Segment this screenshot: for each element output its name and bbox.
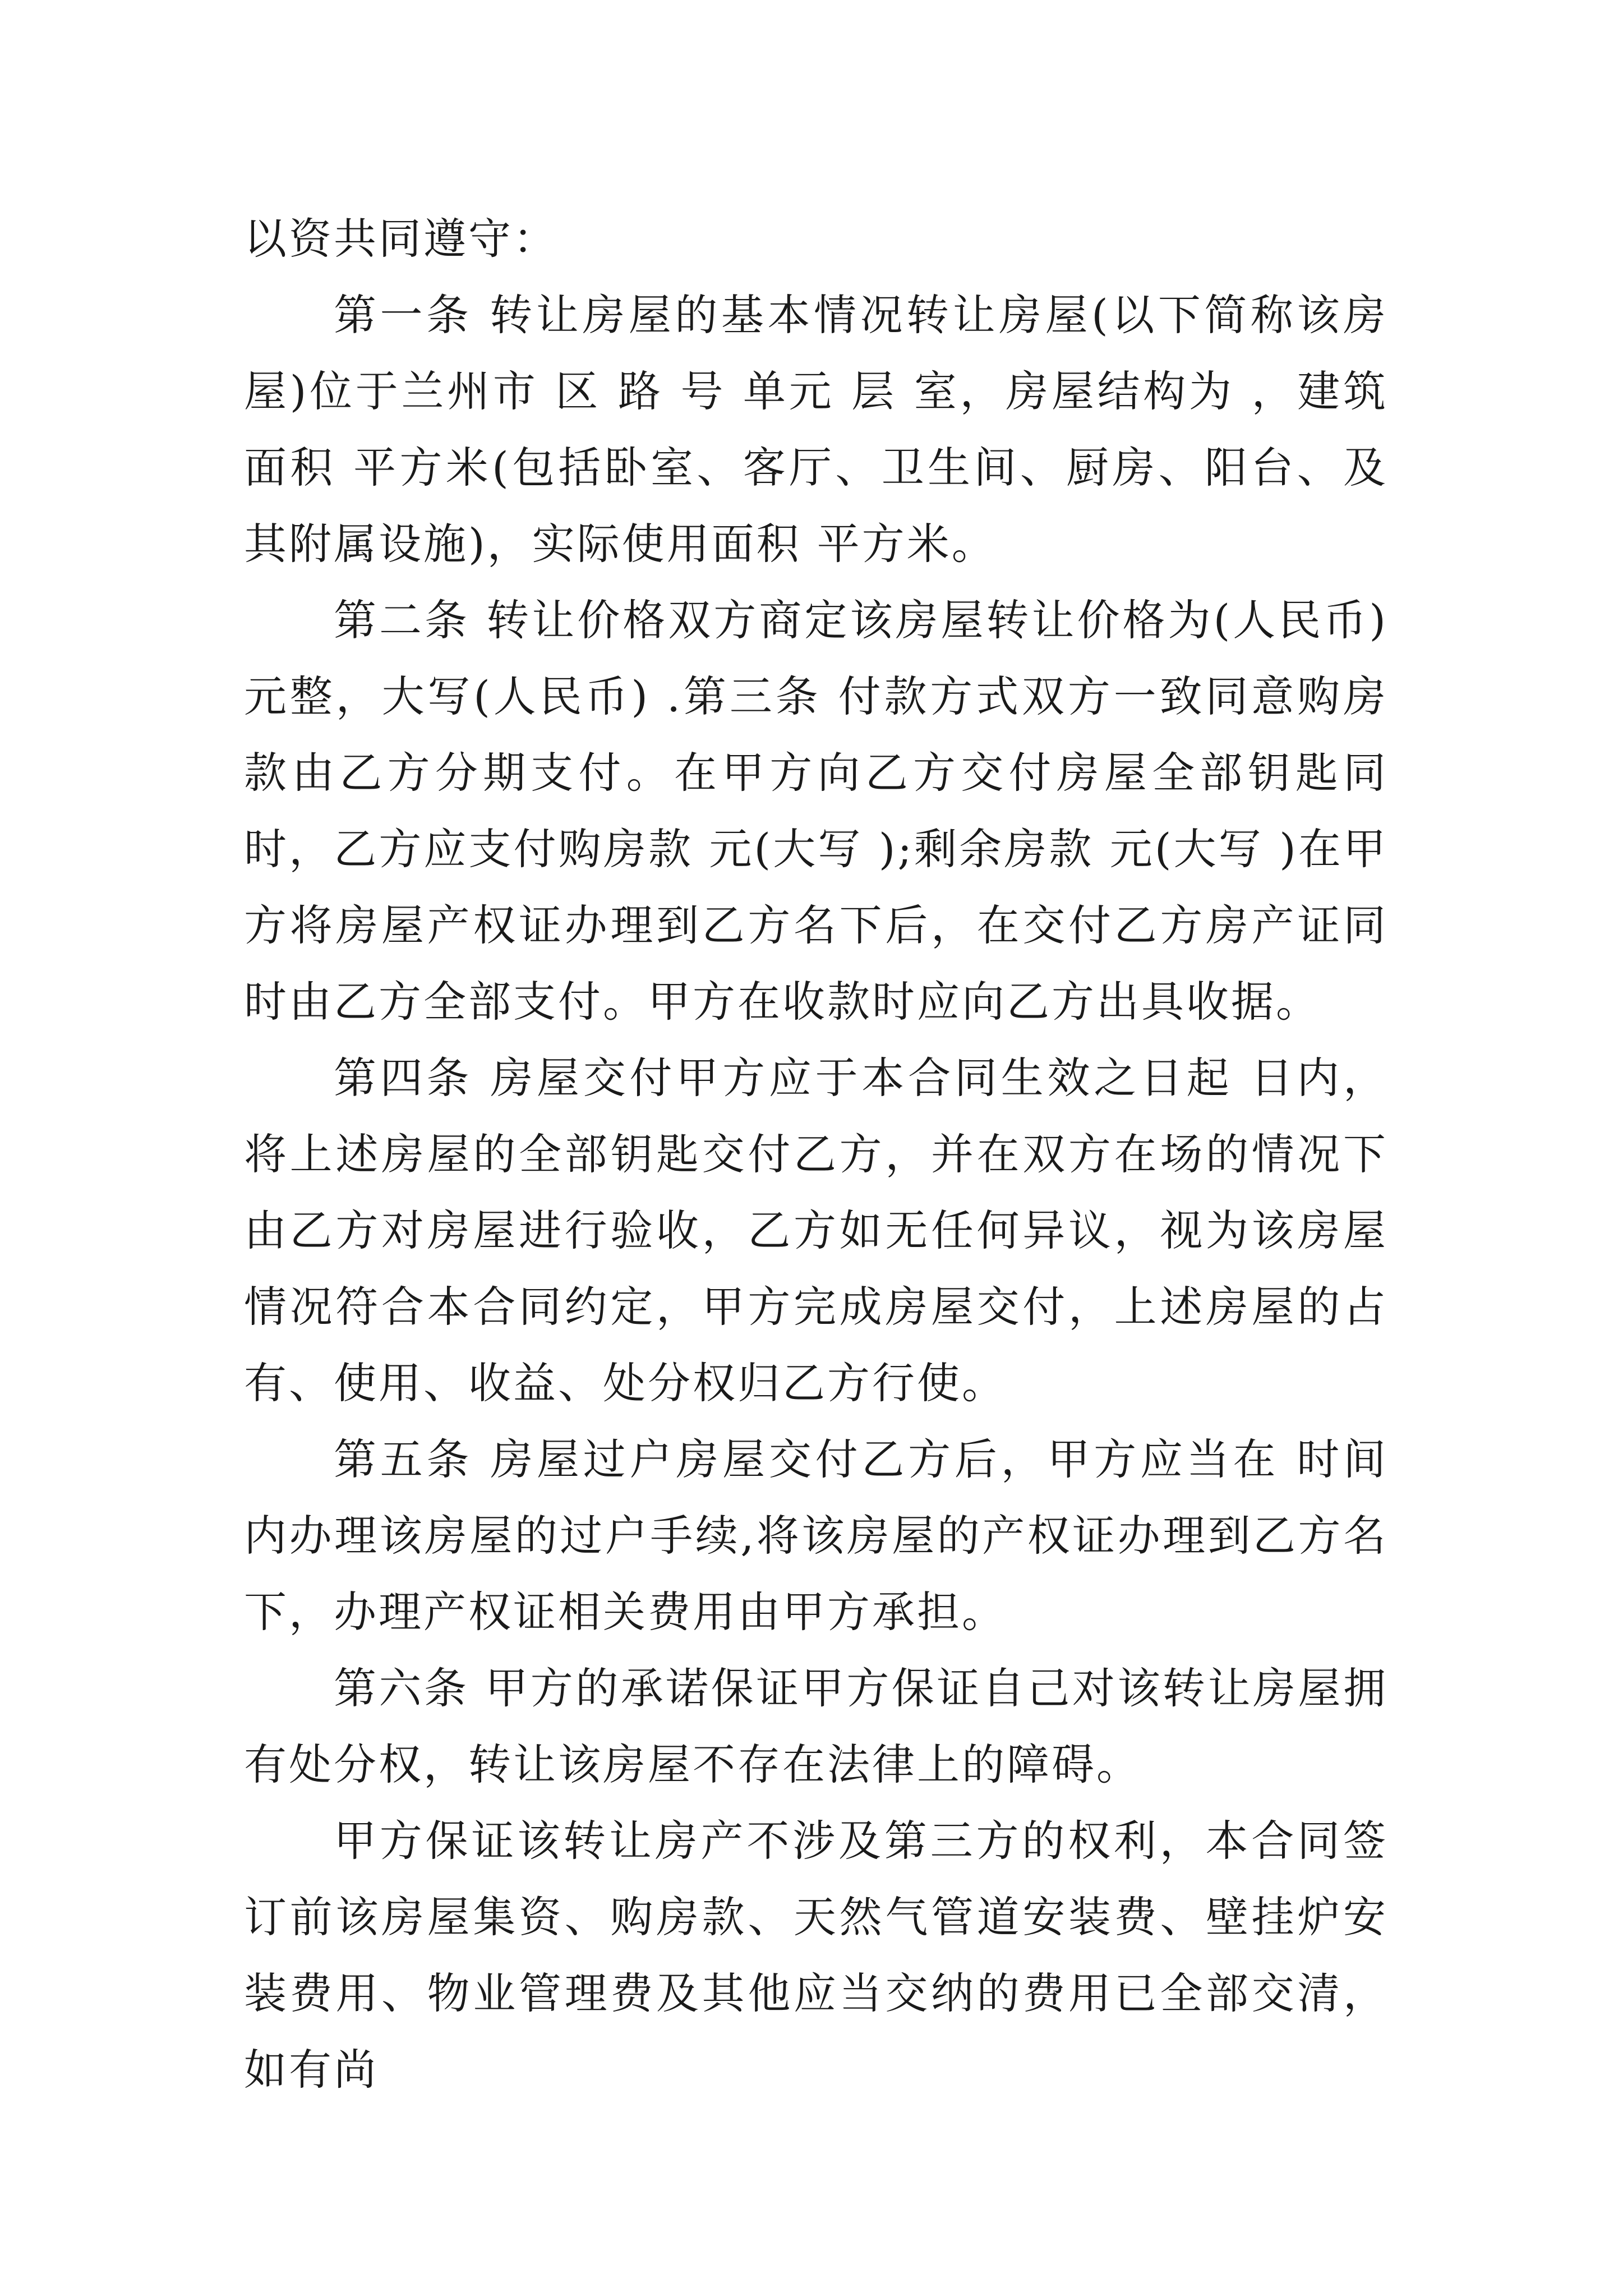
paragraph-article-6: 第六条 甲方的承诺保证甲方保证自己对该转让房屋拥有处分权，转让该房屋不存在法律上的障碍。: [244, 1663, 1388, 1789]
contract-body: [244, 201, 1388, 2108]
paragraph-guarantee: 甲方保证该转让房产不涉及第三方的权利，本合同签订前该房屋集资、购房款、天然气管道安装费、壁挂炉安装费用、物业管理费及其他应当交纳的费用已全部交清，如有尚: [244, 1816, 1388, 2095]
paragraph-article-2-3: 第二条 转让价格双方商定该房屋转让价格为(人民币) 元整，大写(人民币) .第三条 付款方式双方一致同意购房款由乙方分期支付。在甲方向乙方交付房屋全部钥匙同时，乙方应支付购房款 元(大写 );剩余房款 元(大写 )在甲方将房屋产权证办理到乙方名下后，在交付乙方房产证同时由乙方全部支付。甲方在收款时应向乙方出具收据。: [244, 595, 1388, 1027]
paragraph-intro: 以资共同遵守：: [244, 214, 558, 264]
paragraph-article-5: 第五条 房屋过户房屋交付乙方后，甲方应当在 时间内办理该房屋的过户手续,将该房屋的产权证办理到乙方名下，办理产权证相关费用由甲方承担。: [244, 1434, 1388, 1637]
paragraph-article-1: 第一条 转让房屋的基本情况转让房屋(以下简称该房屋)位于兰州市 区 路 号 单元 层 室，房屋结构为 ，建筑面积 平方米(包括卧室、客厅、卫生间、厨房、阳台、及其附属设施)，实际使用面积 平方米。: [244, 290, 1388, 569]
paragraph-article-4: 第四条 房屋交付甲方应于本合同生效之日起 日内，将上述房屋的全部钥匙交付乙方，并在双方在场的情况下由乙方对房屋进行验收，乙方如无任何异议，视为该房屋情况符合本合同约定，甲方完成房屋交付，上述房屋的占有、使用、收益、处分权归乙方行使。: [244, 1053, 1388, 1408]
